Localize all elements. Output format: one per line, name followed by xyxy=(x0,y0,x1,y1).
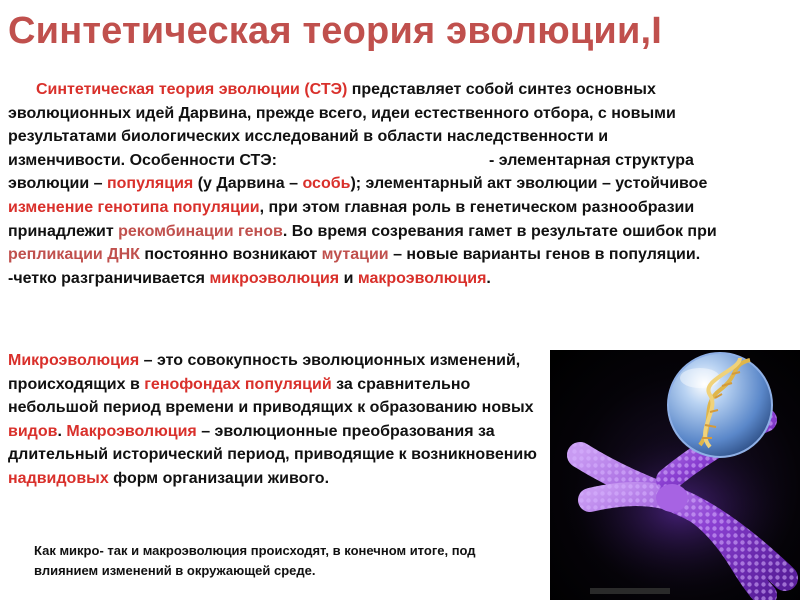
text: Как микро- так и макроэволюция происходят, в конечном итоге, под xyxy=(34,543,476,558)
text: -четко разграничивается xyxy=(8,269,210,287)
text: – новые варианты генов в популяции. xyxy=(388,246,701,264)
dna-bubble xyxy=(668,353,772,457)
caption-strip xyxy=(590,588,670,594)
term-ste: Синтетическая теория эволюции (СТЭ) xyxy=(36,81,348,98)
slide-title: Синтетическая теория эволюции,I xyxy=(8,10,663,52)
text: . xyxy=(486,269,491,287)
term-gene-pools: генофондах популяций xyxy=(144,375,332,393)
text: – это совокупность эволюционных изменений, происходящих в xyxy=(8,352,521,393)
term-microevolution: Микроэволюция xyxy=(8,352,140,369)
term-species: видов xyxy=(8,422,58,440)
chromosome-dna-image xyxy=(550,350,800,600)
paragraph-environment-note xyxy=(34,541,554,581)
text: . Во время созревания гамет в результате ошибок при xyxy=(282,222,717,240)
term-gene-recombination: рекомбинации генов xyxy=(118,222,283,240)
term-individual: особь xyxy=(302,175,351,193)
text: и xyxy=(339,269,358,287)
text: за сравнительно небольшой период времени и приводящих к образованию новых xyxy=(8,375,534,417)
text: . xyxy=(57,422,67,440)
text: - элементарная структура эволюции – xyxy=(8,151,694,193)
text: ); элементарный акт эволюции – устойчивое xyxy=(350,175,708,193)
text: , при этом главная роль в генетическом разнообразии принадлежит xyxy=(8,198,695,240)
term-dna-replication: репликации ДНК xyxy=(8,246,140,264)
term-macroevolution: макроэволюция xyxy=(357,269,487,287)
text: – эволюционные преобразования за длительный исторический период, приводящие к возникновению xyxy=(8,422,537,464)
term-genotype-change: изменение генотипа популяции xyxy=(8,198,260,216)
term-mutations: мутации xyxy=(321,246,389,264)
text: влиянием изменений в окружающей среде. xyxy=(34,563,316,578)
paragraph-ste-intro xyxy=(8,78,728,290)
term-population: популяция xyxy=(106,175,194,193)
text: (у Дарвина – xyxy=(193,175,303,193)
text: форм организации живого. xyxy=(108,469,330,487)
text: постоянно возникают xyxy=(139,246,322,264)
term-supraspecific: надвидовых xyxy=(8,469,109,487)
term-microevolution: микроэволюция xyxy=(209,269,340,287)
text: представляет собой синтез основных эволюционных идей Дарвина, прежде всего, идеи естественного отбора, с новыми результатами биологических исследований в области наследственности и изменчивости. Особенности СТЭ: xyxy=(8,81,676,169)
paragraph-micro-macro xyxy=(8,349,538,491)
term-macroevolution: Макроэволюция xyxy=(66,422,197,440)
